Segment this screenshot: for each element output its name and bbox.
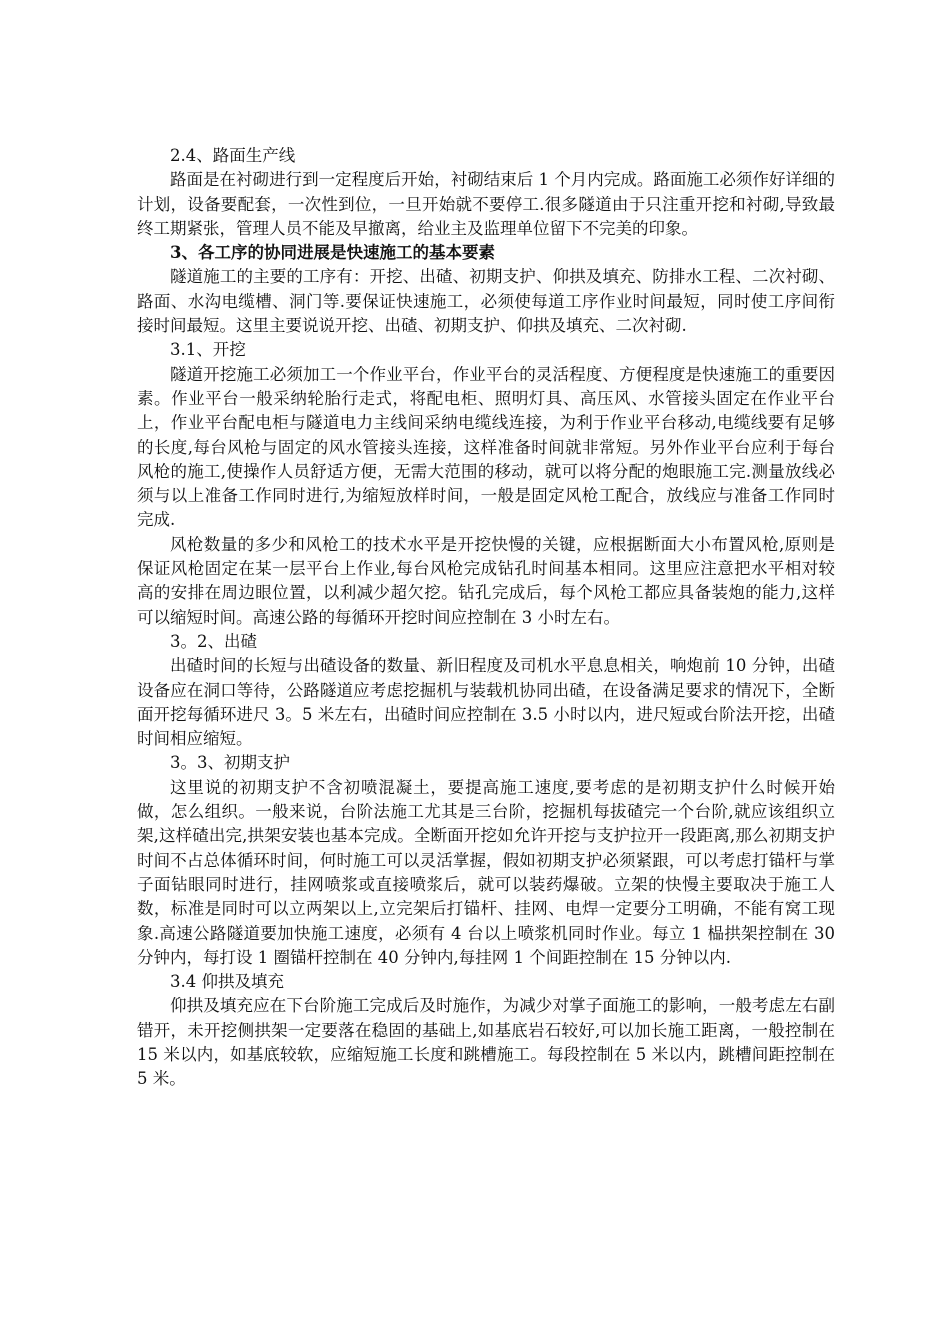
section-heading: 2.4、路面生产线 xyxy=(170,146,296,165)
body-paragraph: 路面是在衬砌进行到一定程度后开始，衬砌结束后 1 个月内完成。路面施工必须作好详细的计划，设备要配套，一次性到位，一旦开始就不要停工.很多隧道由于只注重开挖和衬砌,导致最终工期紧张，管理人员不能及早撤离，给业主及监理单位留下不完美的印象。 xyxy=(137,170,835,238)
body-paragraph: 仰拱及填充应在下台阶施工完成后及时施作，为减少对掌子面施工的影响，一般考虑左右副错开，未开挖侧拱架一定要落在稳固的基础上,如基底岩石较好,可以加长施工距离，一般控制在 15 米以内，如基底较软，应缩短施工长度和跳槽施工。每段控制在 5 米以内，跳槽间距控制在 5 米。 xyxy=(137,996,835,1089)
body-paragraph: 隧道开挖施工必须加工一个作业平台，作业平台的灵活程度、方便程度是快速施工的重要因素。作业平台一般采纳轮胎行走式，将配电柜、照明灯具、高压风、水管接头固定在作业平台上，作业平台配电柜与隧道电力主线间采纳电缆线连接，为利于作业平台移动,电缆线要有足够的长度,每台风枪与固定的风水管接头连接，这样准备时间就非常短。另外作业平台应利于每台风枪的施工,使操作人员舒适方便，无需大范围的移动，就可以将分配的炮眼施工完.测量放线必须与以上准备工作同时进行,为缩短放样时间，一般是固定风枪工配合，放线应与准备工作同时完成. xyxy=(137,364,835,530)
section-heading: 3.1、开挖 xyxy=(170,340,246,360)
section-process-coordination xyxy=(137,241,835,338)
section-excavation xyxy=(137,338,835,630)
body-paragraph: 风枪数量的多少和风枪工的技术水平是开挖快慢的关键，应根据断面大小布置风枪,原则是保证风枪固定在某一层平台上作业,每台风枪完成钻孔时间基本相同。这里应注意把水平相对较高的安排在周边眼位置，以利减少超欠挖。钻孔完成后，每个风枪工都应具备装炮的能力,这样可以缩短时间。高速公路的每循环开挖时间应控制在 3 小时左右。 xyxy=(137,534,835,627)
document-page xyxy=(137,144,835,1092)
body-paragraph: 出碴时间的长短与出碴设备的数量、新旧程度及司机水平息息相关，响炮前 10 分钟，出碴设备应在洞口等待，公路隧道应考虑挖掘机与装载机协同出碴，在设备满足要求的情况下，全断面开挖每循环进尺 3。5 米左右，出碴时间应控制在 3.5 小时以内，进尺短或台阶法开挖，出碴时间相应缩短。 xyxy=(137,656,835,749)
body-paragraph: 这里说的初期支护不含初喷混凝土，要提高施工速度,要考虑的是初期支护什么时候开始做，怎么组织。一般来说，台阶法施工尤其是三台阶，挖掘机每拔碴完一个台阶,就应该组织立架,这样碴出完,拱架安装也基本完成。全断面开挖如允许开挖与支护拉开一段距离,那么初期支护时间不占总体循环时间，何时施工可以灵活掌握，假如初期支护必须紧跟，可以考虑打锚杆与掌子面钻眼同时进行，挂网喷浆或直接喷浆后，就可以装药爆破。立架的快慢主要取决于施工人数，标准是同时可以立两架以上,立完架后打锚杆、挂网、电焊一定要分工明确，不能有窝工现象.高速公路隧道要加快施工速度，必须有 4 台以上喷浆机同时作业。每立 1 榀拱架控制在 30 分钟内，每打设 1 圈锚杆控制在 40 分钟内,每挂网 1 个间距控制在 15 分钟以内. xyxy=(137,777,835,967)
body-paragraph: 隧道施工的主要的工序有：开挖、出碴、初期支护、仰拱及填充、防排水工程、二次衬砌、路面、水沟电缆槽、洞门等.要保证快速施工，必须使每道工序作业时间最短，同时使工序间衔接时间最短。这里主要说说开挖、出碴、初期支护、仰拱及填充、二次衬砌. xyxy=(137,267,835,336)
section-road-surface xyxy=(137,144,835,241)
section-initial-support xyxy=(137,751,835,970)
section-heading: 3.4 仰拱及填充 xyxy=(170,972,284,992)
section-mucking xyxy=(137,630,835,751)
section-heading: 3。2、出碴 xyxy=(170,631,257,651)
section-invert-filling xyxy=(137,970,835,1091)
section-heading-bold: 3、各工序的协同进展是快速施工的基本要素 xyxy=(170,243,495,263)
section-heading: 3。3、初期支护 xyxy=(170,753,290,773)
